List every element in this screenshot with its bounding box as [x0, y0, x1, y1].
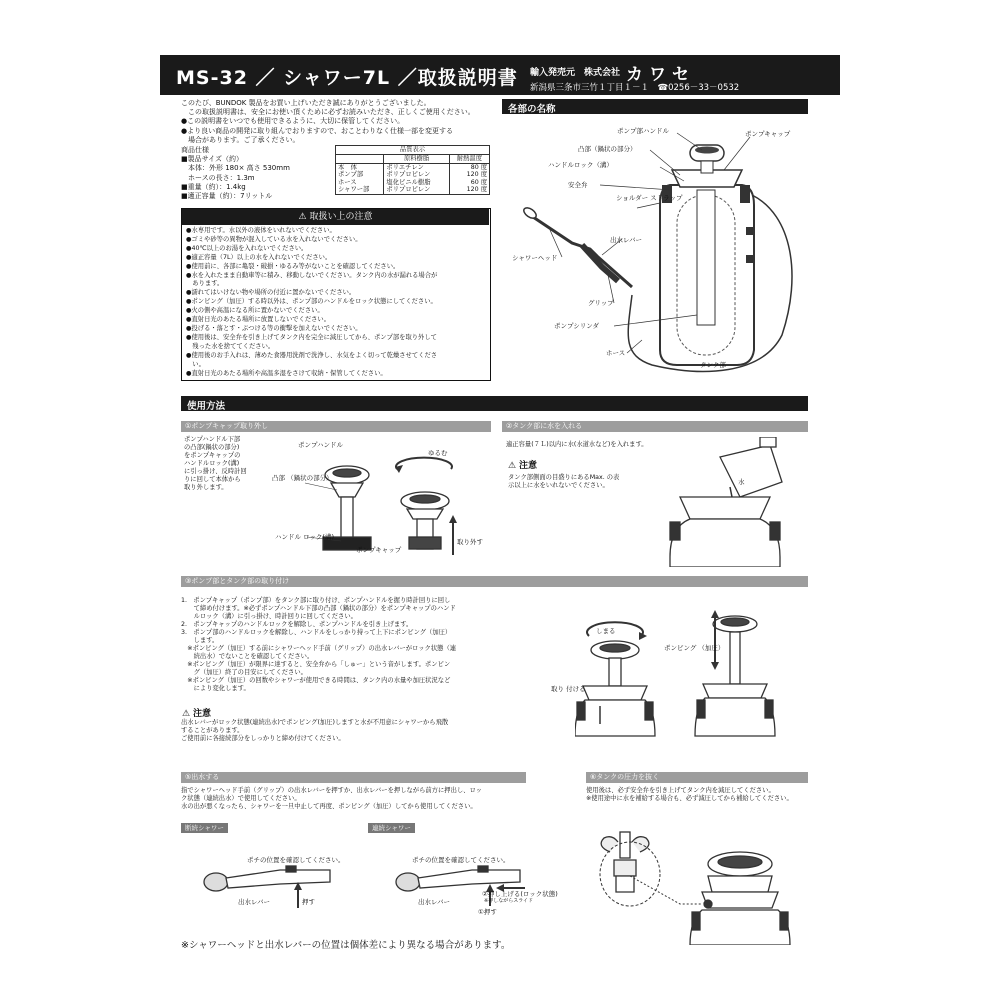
step2-diagram: [660, 437, 808, 567]
spec-line: ■適正容量（約）：7リットル: [181, 192, 273, 201]
caution-item: ●投げる・落とす・ぶつける等の衝撃を加えないでください。: [186, 324, 362, 332]
company-address: 新潟県三条市三竹１丁目１－１ ☎0256－33－0532: [530, 83, 740, 93]
caution-item: ●水専用です。水以外の液体をいれないでください。: [186, 227, 336, 234]
caution-item: い。: [186, 360, 205, 368]
caution-item: ●直射日光のあたる場所や高温多湿をさけて収納・保管してください。: [186, 369, 387, 377]
label-pump-handle: ポンプ部ハンドル: [617, 127, 669, 135]
intro-line: ●この説明書をいつでも使用できるように、大切に保管してください。: [181, 117, 405, 126]
label-handle-lock: ハンドルロック（溝）: [548, 161, 613, 169]
caution-item: 残った水を捨ててください。: [186, 342, 275, 350]
table-cell: 120 度: [449, 186, 489, 194]
step2-caution: [508, 458, 537, 471]
caution-item: ●直射日光のあたる場所に放置しないでください。: [186, 316, 331, 324]
document-title: MS-32 ／ シャワー7L ／取扱説明書: [176, 67, 518, 89]
tag-intermittent: 断続シャワー: [181, 823, 228, 833]
step3-label-attach: 取り 付ける: [551, 685, 586, 693]
spec-line: 本体：外形 180× 高さ 530mm: [181, 164, 290, 173]
caution-item: ●水を入れたまま自動車等に積み、移動しないでください。タンク内の水が漏れる場合が: [186, 271, 438, 279]
label-water-lever: 出水レバー: [610, 236, 643, 244]
caution-item: ●使用前に、各部に亀裂・破損・ゆるみ等がないことを確認してください。: [186, 262, 400, 270]
footnote: ※シャワーヘッドと出水レバーの位置は個体差により異なる場合があります。: [181, 940, 511, 951]
warning-icon: ⚠: [298, 212, 310, 222]
caution-item: ●適正容量（7L）以上の水を入れないでください。: [186, 253, 332, 261]
step2-caution-title: 注意: [518, 461, 537, 471]
table-row: [336, 171, 490, 179]
step5-diagram: [590, 820, 808, 945]
step4-lever-right: 出水レバー: [418, 898, 451, 906]
caution-item: あります。: [186, 280, 224, 288]
product-specs: [181, 146, 331, 201]
step1-label-lock: ハンドル ロック(溝): [275, 533, 335, 541]
step4-text: 指でシャワーヘッド手前（グリップ）の出水レバーを押すか、出水レバーを押しながら前方に押出し、ロッ ク状態（連続出水）で使用してください。 水の出が悪くなったら、シャワーを一旦中止して再度、ポンピング（加圧）してから使用してください。: [181, 787, 482, 810]
label-shower-head: シャワーヘッド: [512, 254, 558, 262]
step1-label-cap: ポンプキャップ: [356, 546, 402, 554]
importer-label: 輸入発売元 株式会社: [530, 68, 621, 78]
table-cell: ポリプロピレン: [384, 186, 449, 194]
step5-text: 使用後は、必ず安全弁を引き上げてタンク内を減圧してください。 ※使用途中に水を補給する場合も、必ず減圧してから補給してください。: [586, 787, 793, 802]
caution-item: ●ゴミや砂等の異物が混入している水を入れないでください。: [186, 235, 362, 243]
step1-label-handle: ポンプハンドル: [298, 441, 343, 449]
caution-item: ●ポンピング（加圧）する時以外は、ポンプ部のハンドルをロック状態にしてください。: [186, 298, 437, 306]
brand-logo: カワセ: [626, 65, 695, 85]
caution-item: ●火の側や高温になる所に置かないでください。: [186, 307, 324, 315]
step4-push1: ①押す: [478, 908, 497, 916]
usage-section-header: 使用方法: [181, 396, 808, 411]
step1-text: ポンプハンドル下部 の凸部(鍋状の部分) をポンプキャップの ハンドルロック(溝) に引っ掛け、反時計回 りに回して本体から 取り外します。: [184, 436, 247, 491]
label-pump-cap: ポンプキャップ: [745, 130, 791, 138]
caution-item: ●40℃以上のお湯を入れないでください。: [186, 244, 308, 252]
caution-item: ●濡れてはいけない物や場所の付近に置かないでください。: [186, 289, 356, 297]
quality-table-title: 品質表示: [335, 145, 490, 154]
step1-label-loosen: ゆるむ: [428, 449, 448, 457]
table-row: [336, 179, 490, 187]
warning-icon: ⚠: [182, 709, 191, 719]
specs-title: 商品仕様: [181, 146, 209, 154]
table-cell: ポンプ部: [336, 171, 384, 179]
table-cell: 120 度: [449, 171, 489, 179]
label-shoulder-strap: ショルダー ストラップ: [616, 194, 683, 202]
parts-diagram: [502, 115, 808, 385]
table-cell: シャワー部: [336, 186, 384, 194]
caution-header: [182, 209, 489, 225]
label-hose: ホース: [606, 349, 626, 357]
caution-title: 取扱い上の注意: [309, 212, 373, 222]
intro-line: ●より良い商品の開発に取り組んでおりますので、おことわりなく仕様一部を変更する: [181, 126, 453, 135]
step2-caution-text: タンク部側面の目盛りにあるMax. の表 示以上に水をいれないでください。: [508, 474, 620, 489]
label-tank: タンク部: [700, 361, 726, 369]
table-header: 原料樹脂: [384, 155, 449, 164]
caution-item: ●使用後のお手入れは、薄めた食器用洗剤で洗浄し、水気をよく切って乾燥させてくださ: [186, 351, 438, 359]
step2-title: ②タンク部に水を入れる: [502, 421, 808, 432]
step4-push-slide: ②押し上げる(ロック状態): [482, 890, 558, 898]
table-row: [336, 186, 490, 194]
step1-title: ①ポンプキャップ取り外し: [181, 421, 491, 432]
label-grip: グリップ: [588, 299, 614, 307]
intro-line: 場合があります。ご了承ください。: [181, 135, 300, 144]
step4-title: ⑤出水する: [181, 772, 526, 783]
step3-text: 1. ポンプキャップ（ポンプ部）をタンク部に取り付け、ポンプハンドルを握り時計回りに回し て締め付けます。※必ずポンプハンドル下部の凸部（鍋状の部分）をポンプキャップのハンド ルロック（溝）に引っ掛け、時計回りに回してください。 2. ポンプキャップのハンドルロックを解除し、ポンプハンドルを引き上げます。 3. ポンプ部のハンドルロックを解除し、ハンドルをしっかり持って上下にポンピング（加圧） します。 ※ポンピング（加圧）する前にシャワーヘッド手前（グリップ）の出水レバーがロック状態（連 続出水）でないことを確認してください。 ※ポンピング（加圧）が限界に達すると、安全弁から「しゅー」という音がします。ポンピン グ（加圧）終了の目安にしてください。 ※ポンピング（加圧）の回数やシャワーが使用できる時間は、タンク内の水量や加圧状況など により変化します。: [181, 597, 457, 692]
table-cell: ポリエチレン: [384, 163, 449, 171]
table-cell: 80 度: [449, 163, 489, 171]
header-bar: [160, 55, 840, 95]
step5-title: ⑥タンクの圧力を抜く: [586, 772, 808, 783]
step3-label-pumping: ポンピング （加圧）: [664, 644, 725, 652]
tag-continuous: 連続シャワー: [368, 823, 415, 833]
caution-box: [181, 208, 491, 381]
table-cell: 60 度: [449, 179, 489, 187]
step4-lever-left: 出水レバー: [238, 898, 271, 906]
quality-table: [335, 145, 490, 195]
table-header: 耐熱温度: [449, 155, 489, 164]
step4-check-left: ポチの位置を確認してください。: [247, 856, 345, 864]
step2-label-water: 水: [738, 478, 745, 486]
warning-icon: ⚠: [508, 461, 517, 471]
step3-caution-title: 注意: [192, 709, 211, 719]
table-cell: 塩化ビニル樹脂: [384, 179, 449, 187]
spec-line: ホースの長さ：1.3m: [181, 173, 255, 182]
label-boss: 凸部（鍋状の部分）: [578, 145, 637, 153]
spec-line: ■重量（約）：1.4kg: [181, 182, 246, 191]
step3-caution-text: 出水レバーがロック状態(連続出水)でポンピング(加圧)しますと水が不用意にシャワーから飛散 することがあります。 ご使用前に各接続部分をしっかりと締め付けてください。: [181, 719, 449, 742]
label-safety-valve: 安全弁: [568, 181, 588, 189]
table-row: [336, 163, 490, 171]
caution-item: ●使用後は、安全弁を引き上げてタンク内を完全に減圧してから、ポンプ部を取り外して: [186, 333, 437, 341]
step3-caution: [182, 706, 211, 719]
intro-line: このたび、BUNDOK 製品をお買い上げいただき誠にありがとうございました。: [181, 99, 431, 107]
step1-label-remove: 取り外す: [457, 538, 483, 546]
table-cell: ポリプロピレン: [384, 171, 449, 179]
label-pump-cylinder: ポンプシリンダ: [554, 322, 599, 330]
intro-text: [181, 99, 501, 145]
table-header: [336, 155, 384, 164]
table-cell: 本 体: [336, 163, 384, 171]
step2-text: 適正容量(７Ｌ)以内に水(水道水など)を入れます。: [506, 441, 648, 448]
intro-line: この取扱説明書は、安全にお使い頂くために必ずお読みいただき、正しくご使用ください。: [181, 108, 475, 117]
step4-push: 押す: [302, 898, 315, 906]
step4-push-slide-note: ※押しながらスライド: [484, 898, 534, 904]
step3-title: ③ポンプ部とタンク部の取り付け: [181, 576, 808, 587]
step3-label-tighten: しまる: [596, 627, 616, 635]
step4-check-right: ポチの位置を確認してください。: [412, 856, 510, 864]
step1-label-boss: 凸部 （鍋状の部分）: [272, 474, 333, 482]
parts-section-header: 各部の名称: [502, 99, 808, 114]
spec-line: ■製品サイズ（約）: [181, 155, 244, 164]
table-cell: ホース: [336, 179, 384, 187]
caution-list: [186, 227, 488, 378]
